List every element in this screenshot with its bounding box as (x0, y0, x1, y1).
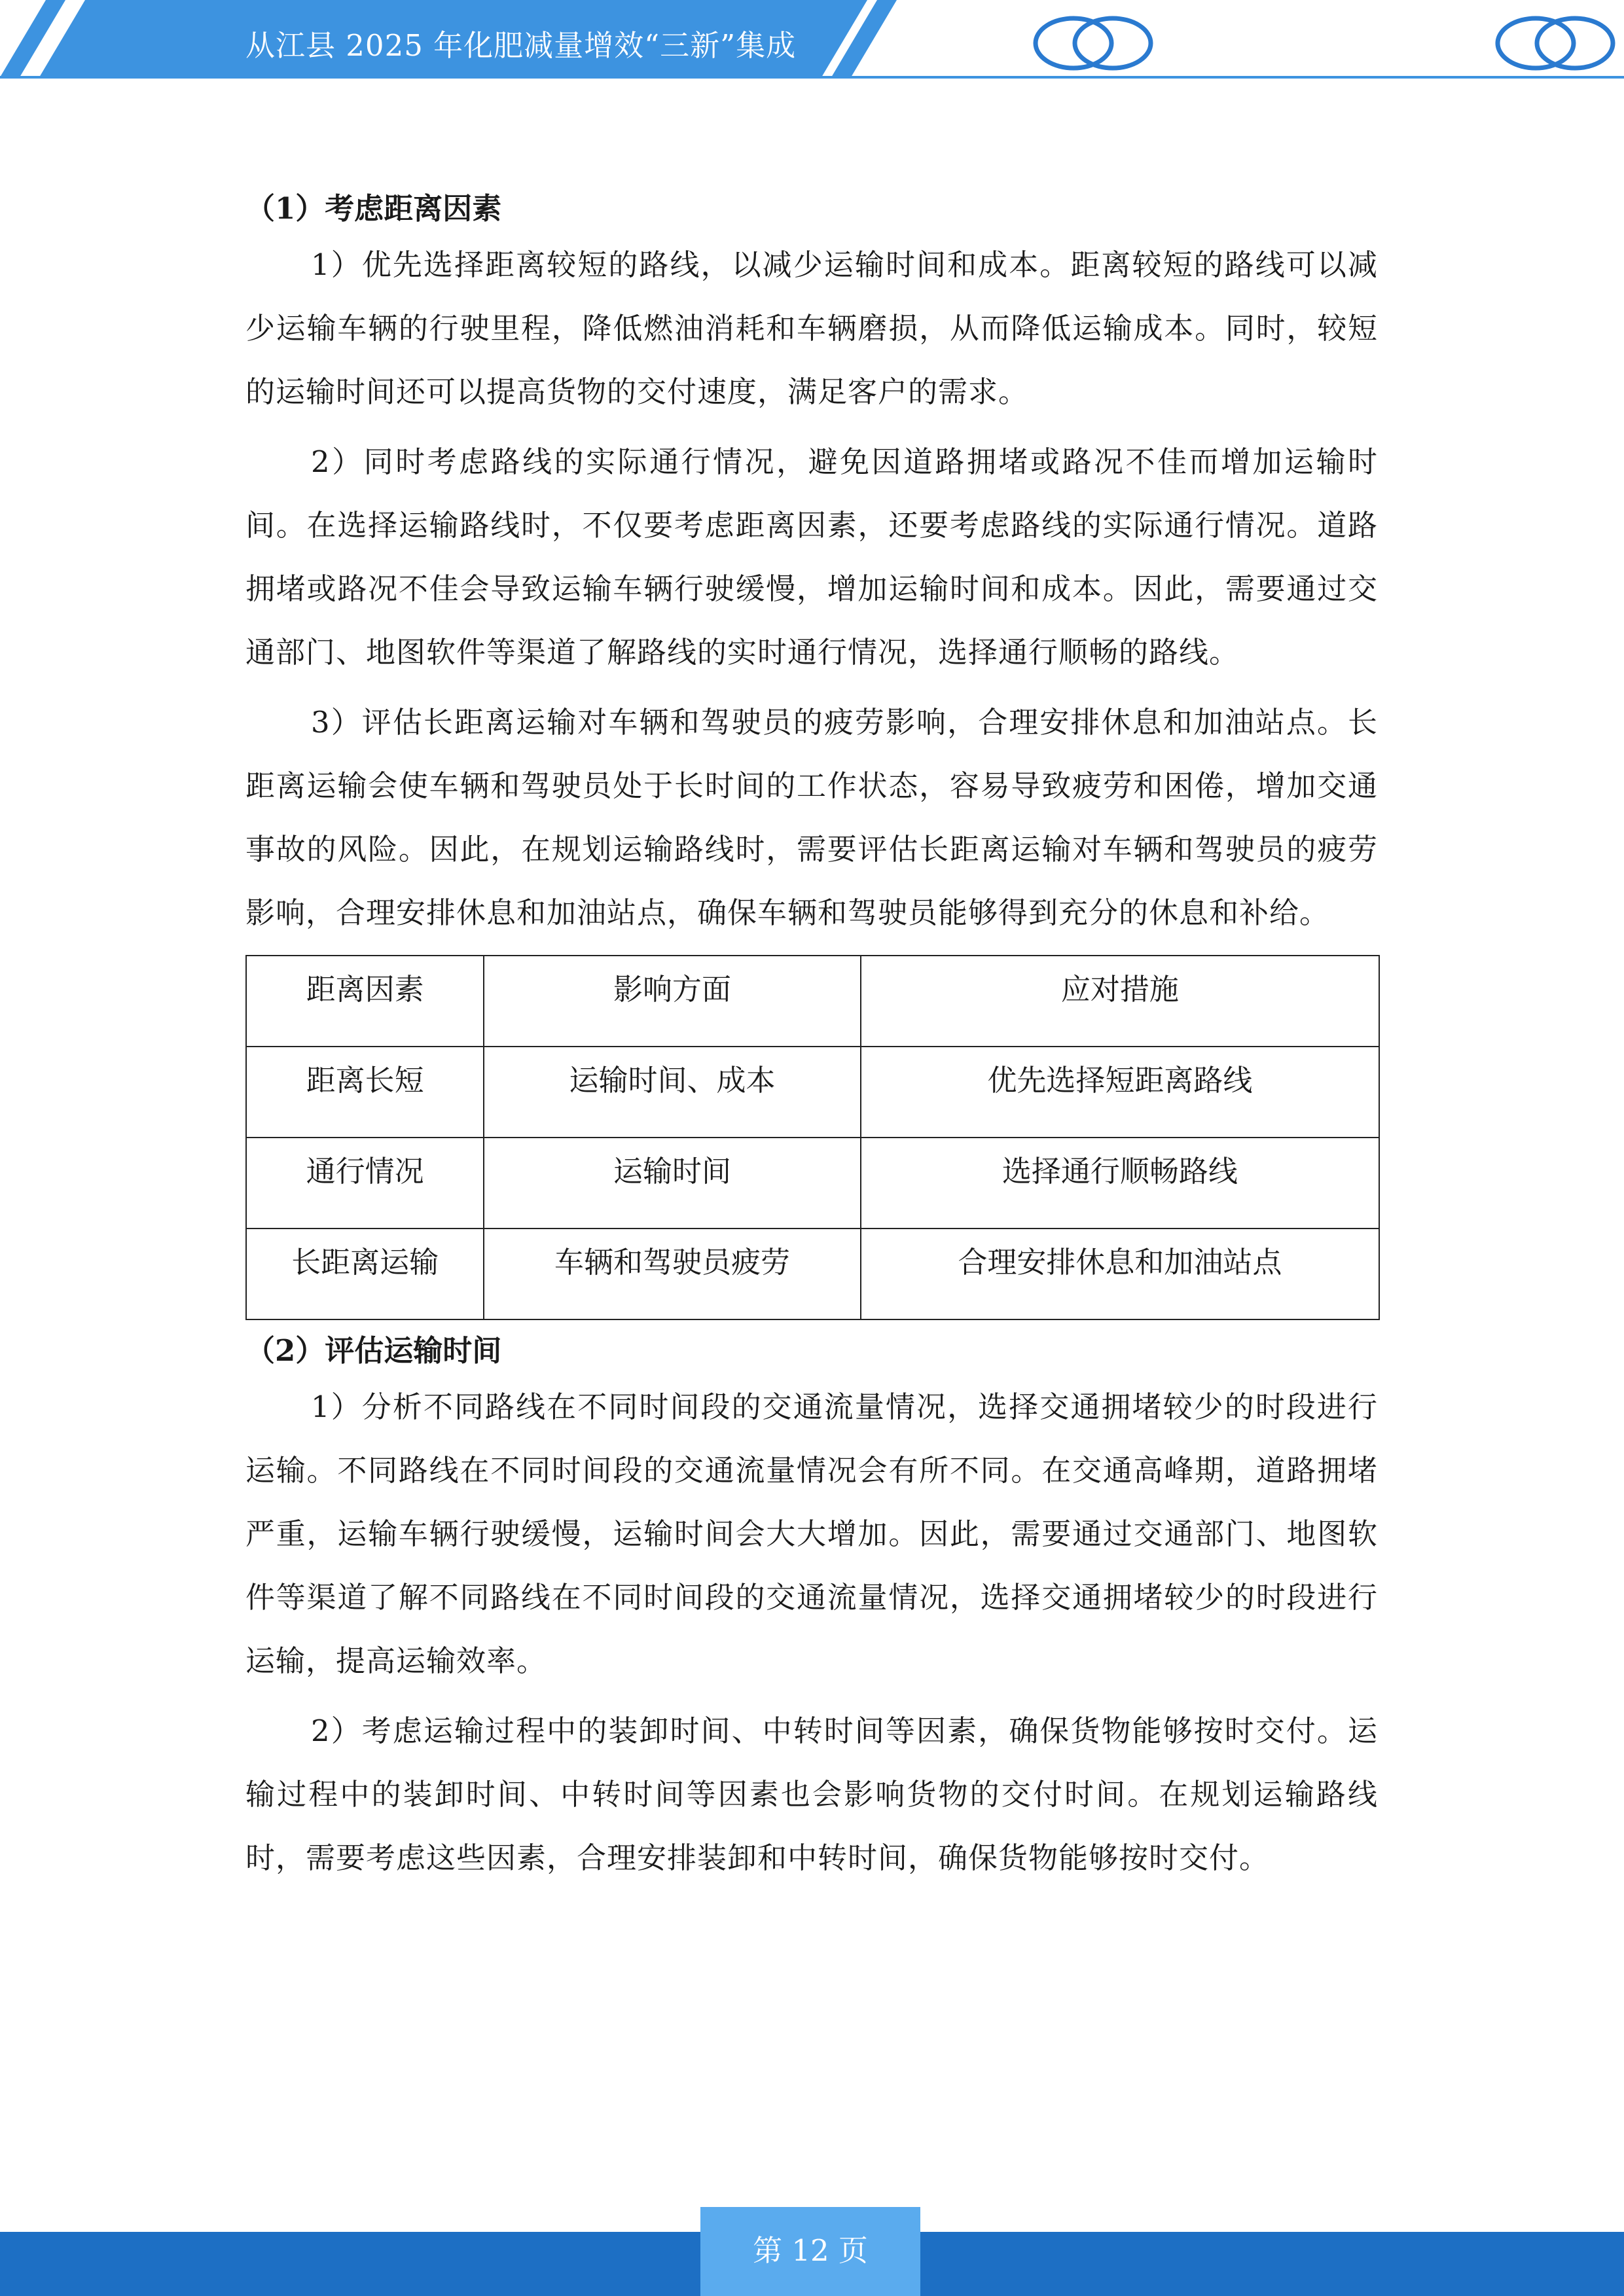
paragraph: 1）分析不同路线在不同时间段的交通流量情况，选择交通拥堵较少的时段进行运输。不同路线在不同时间段的交通流量情况会有所不同。在交通高峰期，道路拥堵严重，运输车辆行驶缓慢，运输时间会大大增加。因此，需要通过交通部门、地图软件等渠道了解不同路线在不同时间段的交通流量情况，选择交通拥堵较少的时段进行运输，提高运输效率。 (245, 1390, 1378, 1678)
table-cell: 运输时间 (484, 1138, 861, 1229)
table-cell: 优先选择短距离路线 (861, 1047, 1379, 1138)
section-heading-time: （2）评估运输时间 (245, 1333, 502, 1368)
page-content (245, 190, 1378, 1890)
rings-icon (1498, 18, 1613, 68)
table-header-cell: 影响方面 (484, 956, 861, 1047)
paragraph: 2）考虑运输过程中的装卸时间、中转时间等因素，确保货物能够按时交付。运输过程中的装卸时间、中转时间等因素也会影响货物的交付时间。在规划运输路线时，需要考虑这些因素，合理安排装卸和中转时间，确保货物能够按时交付。 (245, 1713, 1378, 1875)
table-cell: 运输时间、成本 (484, 1047, 861, 1138)
paragraph: 2）同时考虑路线的实际通行情况，避免因道路拥堵或路况不佳而增加运输时间。在选择运输路线时，不仅要考虑距离因素，还要考虑路线的实际通行情况。道路拥堵或路况不佳会导致运输车辆行驶缓慢，增加运输时间和成本。因此，需要通过交通部门、地图软件等渠道了解路线的实时通行情况，选择通行顺畅的路线。 (245, 444, 1378, 670)
table-header-row (246, 956, 1379, 1047)
paragraph: 1）优先选择距离较短的路线，以减少运输时间和成本。距离较短的路线可以减少运输车辆的行驶里程，降低燃油消耗和车辆磨损，从而降低运输成本。同时，较短的运输时间还可以提高货物的交付速度，满足客户的需求。 (245, 247, 1378, 409)
table-cell: 距离长短 (246, 1047, 484, 1138)
header-title: 从江县 2025 年化肥减量增效“三新”集成 (245, 28, 797, 63)
table-header-cell: 应对措施 (861, 956, 1379, 1047)
distance-factors-table (245, 955, 1380, 1320)
table-cell: 选择通行顺畅路线 (861, 1138, 1379, 1229)
section-heading-distance: （1）考虑距离因素 (245, 191, 502, 226)
table-header-cell: 距离因素 (246, 956, 484, 1047)
table-row (246, 1047, 1379, 1138)
section-distance-body (245, 233, 1378, 944)
section-time-body (245, 1375, 1378, 1890)
table-cell: 车辆和驾驶员疲劳 (484, 1229, 861, 1319)
table-cell: 合理安排休息和加油站点 (861, 1229, 1379, 1319)
table-cell: 通行情况 (246, 1138, 484, 1229)
paragraph: 3）评估长距离运输对车辆和驾驶员的疲劳影响，合理安排休息和加油站点。长距离运输会使车辆和驾驶员处于长时间的工作状态，容易导致疲劳和困倦，增加交通事故的风险。因此，在规划运输路线时，需要评估长距离运输对车辆和驾驶员的疲劳影响，合理安排休息和加油站点，确保车辆和驾驶员能够得到充分的休息和补给。 (245, 705, 1378, 930)
table-cell: 长距离运输 (246, 1229, 484, 1319)
page-number: 第 12 页 (753, 2233, 868, 2268)
table-row (246, 1229, 1379, 1319)
rings-icon (1036, 18, 1151, 68)
table-row (246, 1138, 1379, 1229)
